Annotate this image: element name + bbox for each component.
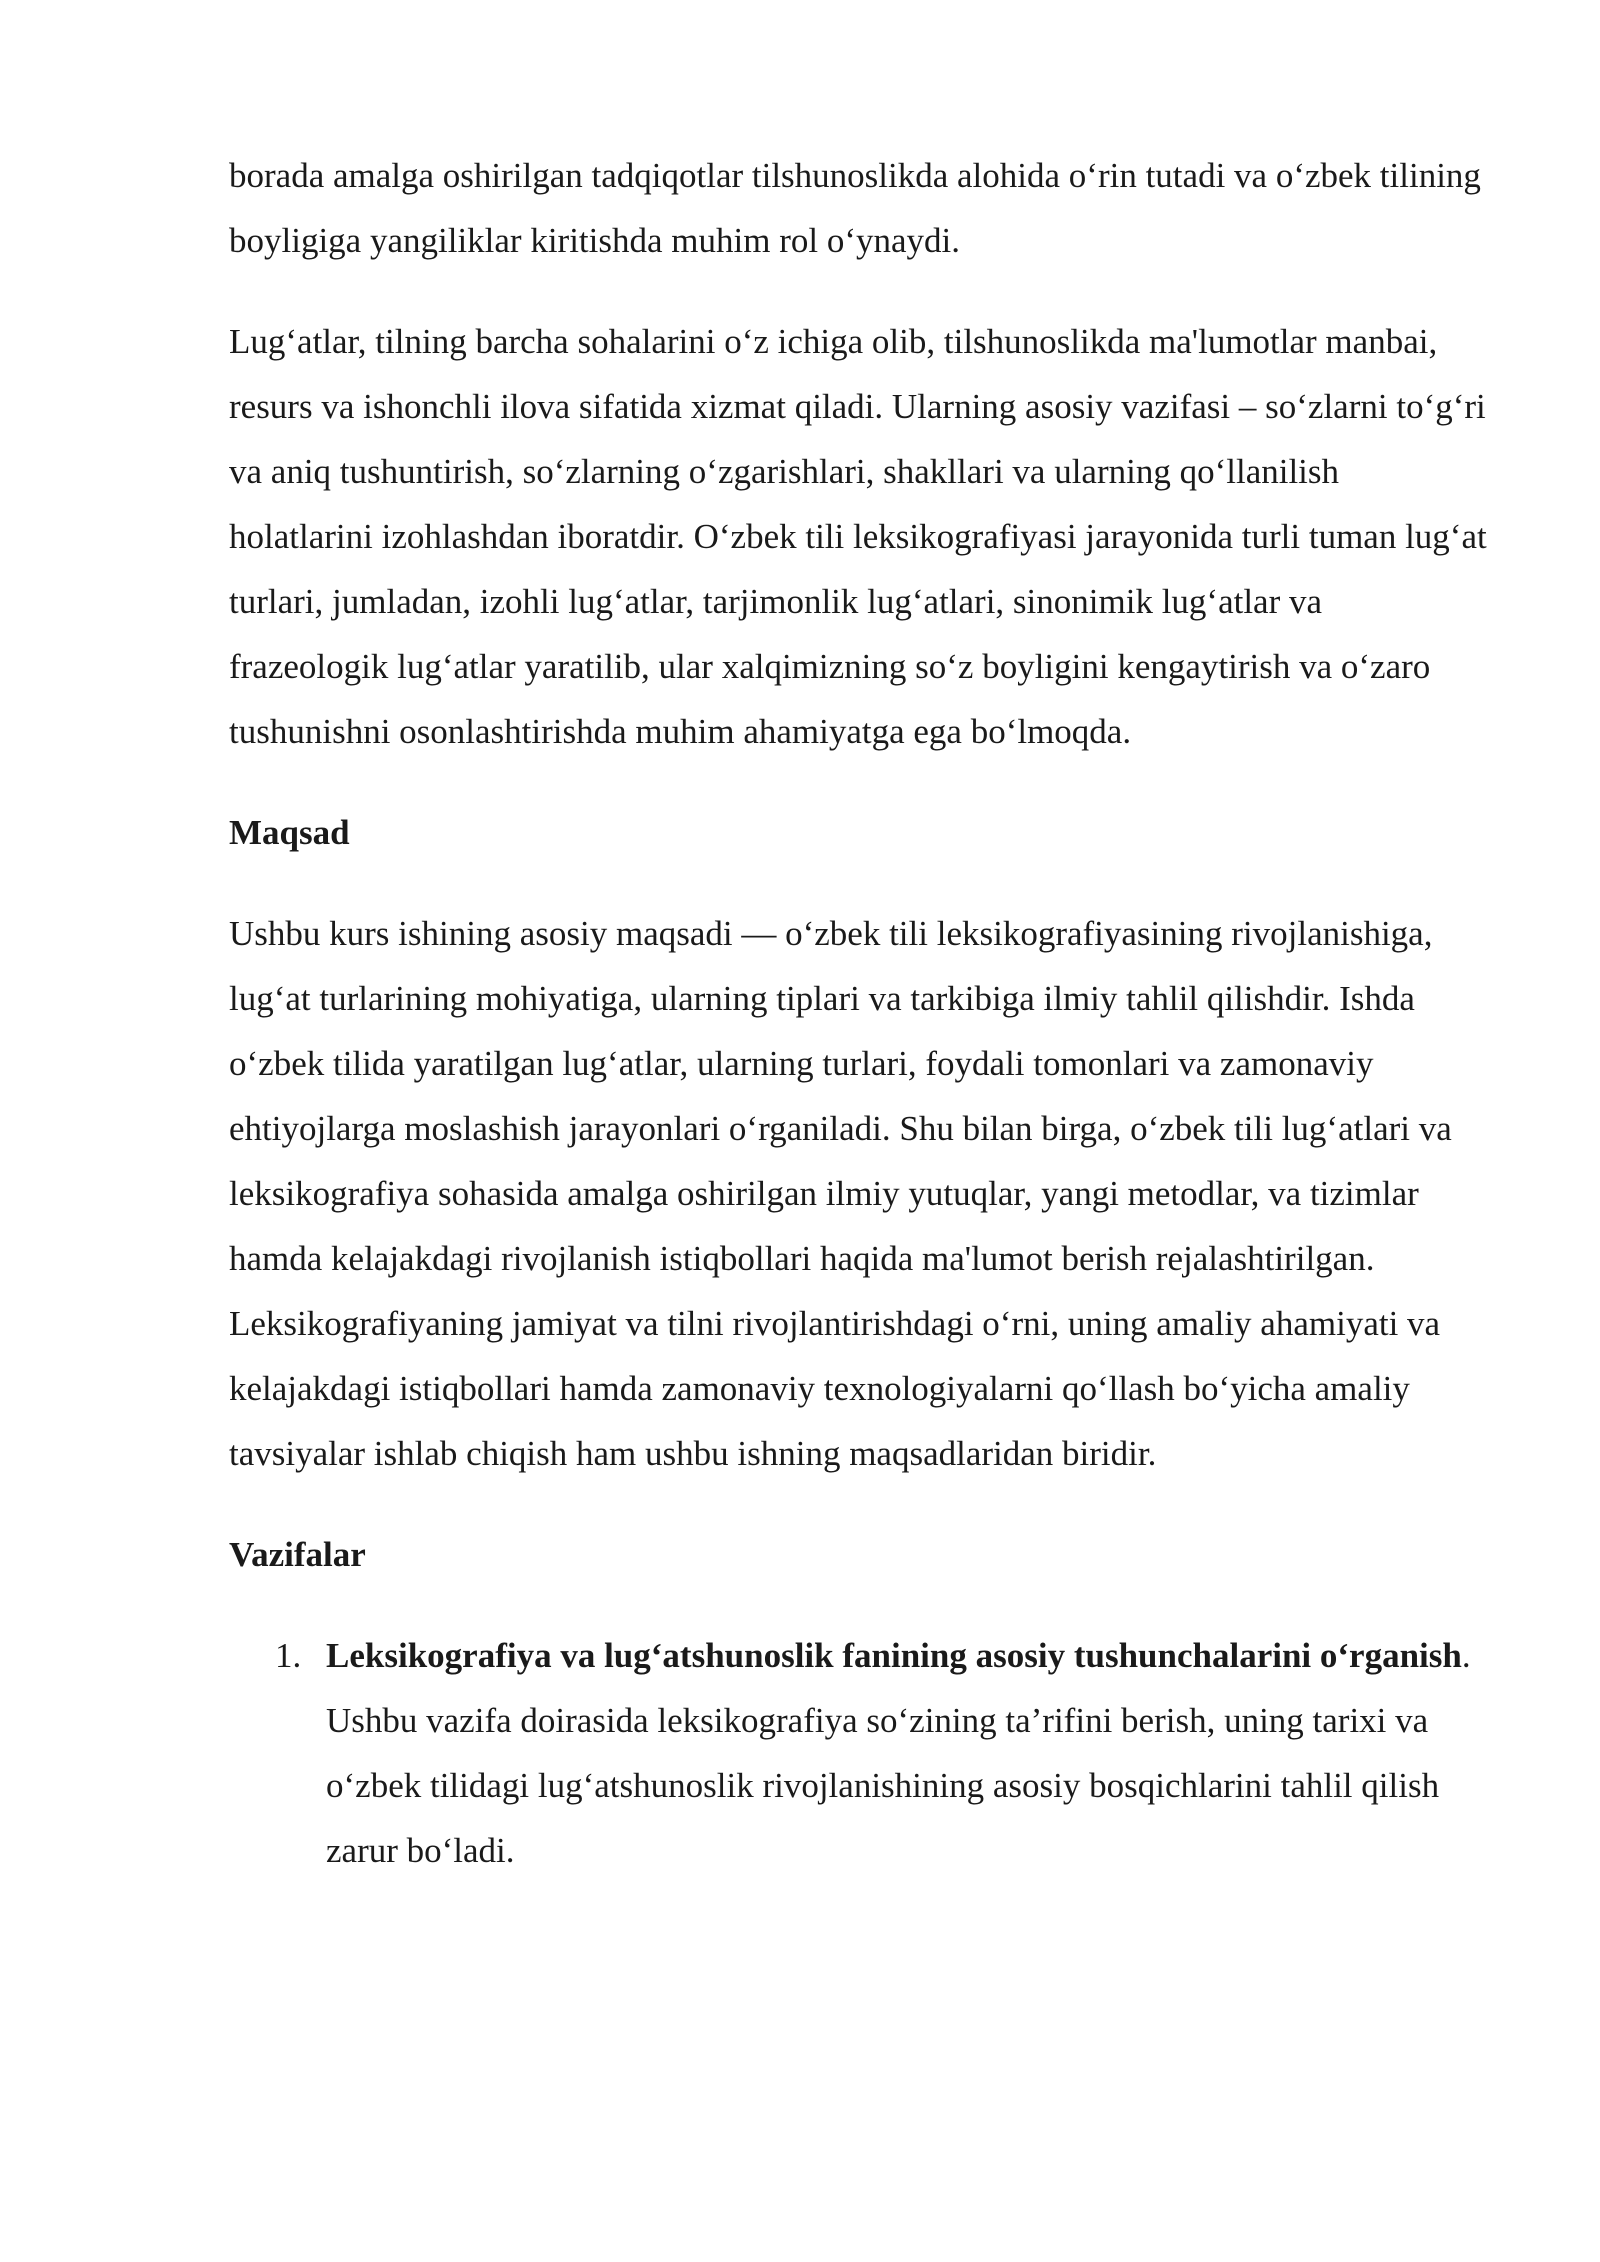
maqsad-paragraph: Ushbu kurs ishining asosiy maqsadi — o‘zbek tili leksikografiyasining rivojlanishiga, lug‘at turlarining mohiyatiga, ularning tiplari va tarkibiga ilmiy tahlil qilishdir. Ishda o‘zbek tilida yaratilgan lug‘atlar, ularning turlari, foydali tomonlari va zamonaviy ehtiyojlarga moslashish jarayonlari o‘rganiladi. Shu bilan birga, o‘zbek tili lug‘atlari va leksikografiya sohasida amalga oshirilgan ilmiy yutuqlar, yangi metodlar, va tizimlar hamda kelajakdagi rivojlanish istiqbollari haqida ma'lumot berish rejalashtirilgan. Leksikografiyaning jamiyat va tilni rivojlantirishdagi o‘rni, uning amaliy ahamiyati va kelajakdagi istiqbollari hamda zamonaviy texnologiyalarni qo‘llash bo‘yicha amaliy tavsiyalar ishlab chiqish ham ushbu ishning maqsadlaridan biridir. — [229, 914, 1452, 1473]
list-item-title: Leksikografiya va lug‘atshunoslik fanining asosiy tushunchalarini o‘rganish — [326, 1636, 1462, 1675]
list-item-text: . Ushbu vazifa doirasida leksikografiya so‘zining ta’rifini berish, uning tarixi va o‘zbek tilidagi lug‘atshunoslik rivojlanishining asosiy bosqichlarini tahlil qilish zarur bo‘ladi. — [326, 1636, 1471, 1870]
list-item-number: 1. — [275, 1636, 302, 1675]
heading-maqsad: Maqsad — [229, 813, 350, 852]
list-item — [229, 1623, 1489, 1883]
document-body — [229, 143, 1489, 1883]
intro-paragraph-continued: borada amalga oshirilgan tadqiqotlar tilshunoslikda alohida o‘rin tutadi va o‘zbek tilining boyligiga yangiliklar kiritishda muhim rol o‘ynaydi. — [229, 156, 1481, 260]
dictionaries-paragraph: Lug‘atlar, tilning barcha sohalarini o‘z ichiga olib, tilshunoslikda ma'lumotlar manbai, resurs va ishonchli ilova sifatida xizmat qiladi. Ularning asosiy vazifasi – so‘zlarni to‘g‘ri va aniq tushuntirish, so‘zlarning o‘zgarishlari, shakllari va ularning qo‘llanilish holatlarini izohlashdan iboratdir. O‘zbek tili leksikografiyasi jarayonida turli tuman lug‘at turlari, jumladan, izohli lug‘atlar, tarjimonlik lug‘atlari, sinonimik lug‘atlar va frazeologik lug‘atlar yaratilib, ular xalqimizning so‘z boyligini kengaytirish va o‘zaro tushunishni osonlashtirishda muhim ahamiyatga ega bo‘lmoqda. — [229, 322, 1487, 751]
heading-vazifalar: Vazifalar — [229, 1535, 366, 1574]
tasks-list — [229, 1623, 1489, 1883]
